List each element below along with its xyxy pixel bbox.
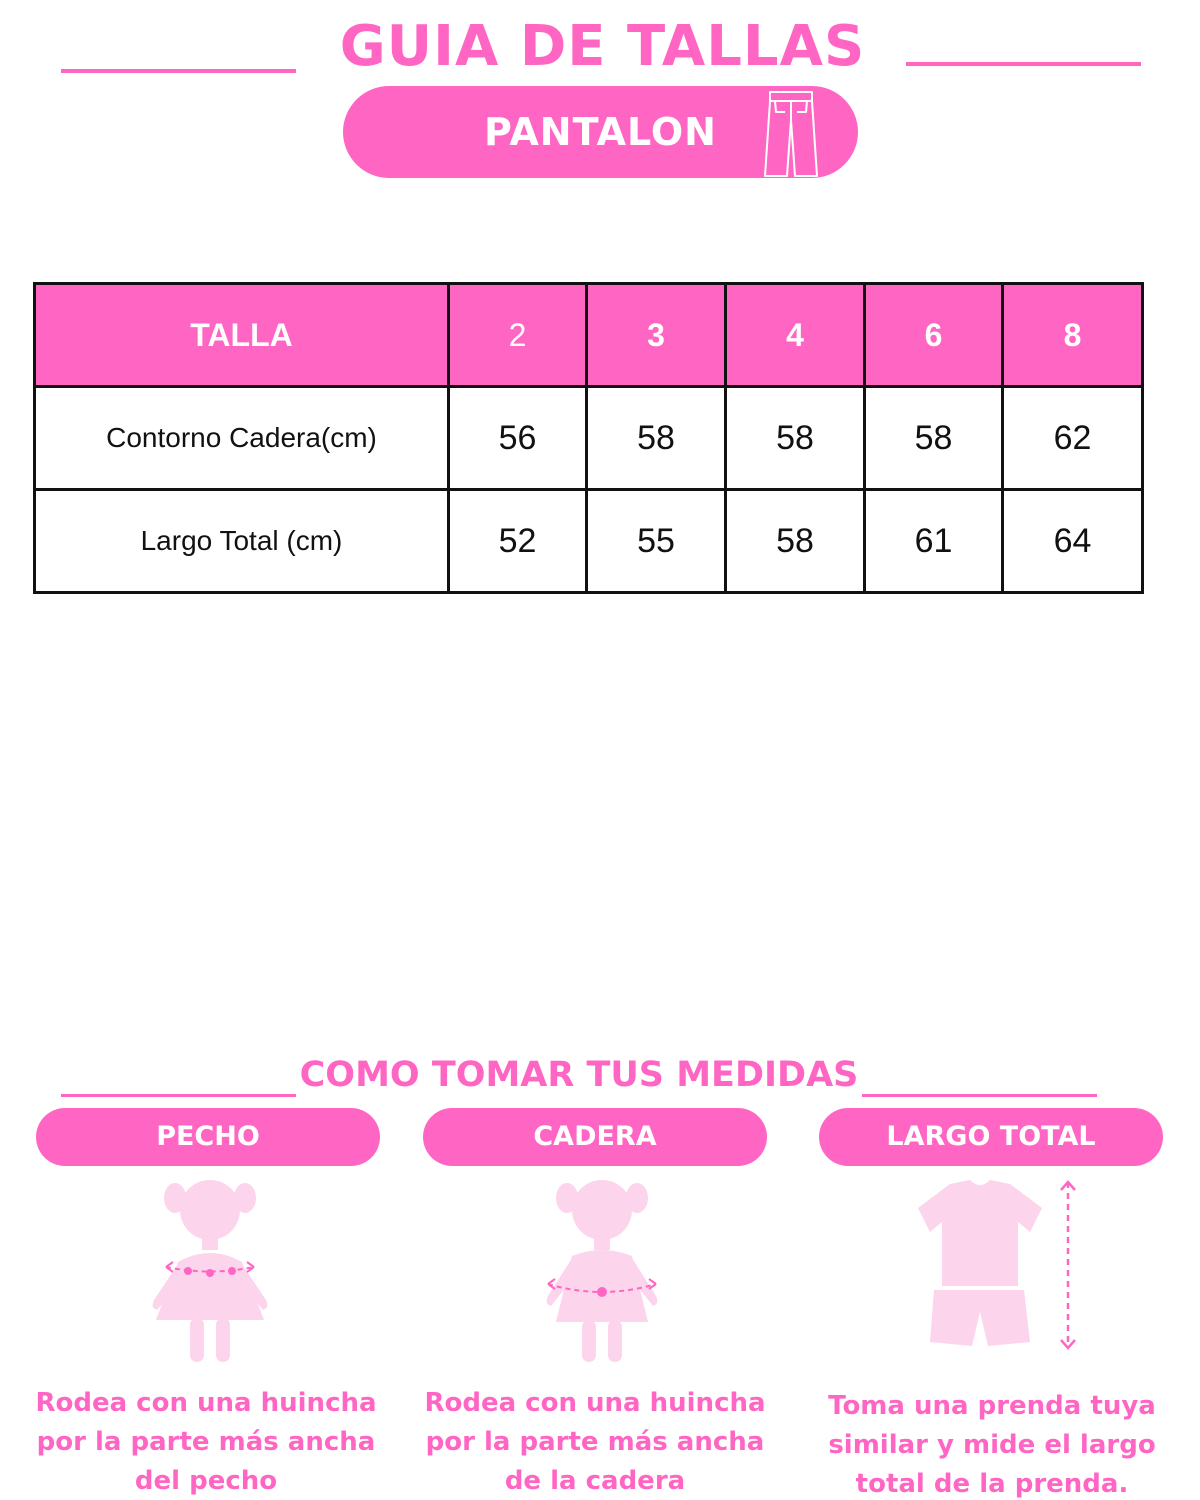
girl-chest-measure-icon [140,1172,280,1367]
header-left-line [61,69,296,73]
header-right-line [906,62,1141,66]
table-cell: 58 [726,387,865,490]
how-left-line [61,1094,296,1097]
table-header-cell: 3 [587,284,726,387]
caption-line: Rodea con una huincha [35,1388,377,1418]
caption-largo-total [812,1387,1172,1500]
table-row-label: Largo Total (cm) [35,490,449,593]
table-cell: 58 [587,387,726,490]
pants-icon [763,90,819,178]
caption-line: Toma una prenda tuya [828,1391,1156,1421]
caption-line: similar y mide el largo [828,1430,1156,1460]
table-row [35,387,1143,490]
caption-line: de la cadera [504,1466,686,1496]
caption-line: del pecho [134,1466,278,1496]
table-row-label: Contorno Cadera(cm) [35,387,449,490]
table-row [35,490,1143,593]
table-cell: 62 [1003,387,1143,490]
how-right-line [862,1094,1097,1097]
table-header-cell: 2 [449,284,587,387]
table-header-cell: 8 [1003,284,1143,387]
table-cell: 58 [726,490,865,593]
table-cell: 58 [865,387,1003,490]
table-header-cell: 6 [865,284,1003,387]
table-cell: 61 [865,490,1003,593]
caption-line: total de la prenda. [855,1469,1129,1499]
caption-line: por la parte más ancha [425,1427,765,1457]
table-header-cell: TALLA [35,284,449,387]
table-cell: 55 [587,490,726,593]
outfit-length-measure-icon [908,1172,1088,1362]
caption-cadera [415,1384,775,1500]
size-table [33,282,1144,594]
table-header-cell: 4 [726,284,865,387]
how-to-title: COMO TOMAR TUS MEDIDAS [299,1055,859,1095]
page-title: GUIA DE TALLAS [339,14,866,79]
girl-hip-measure-icon [532,1172,672,1367]
pill-pecho: PECHO [36,1108,380,1166]
garment-label: PANTALON [484,110,717,154]
table-cell: 64 [1003,490,1143,593]
caption-pecho [26,1384,386,1500]
pill-cadera: CADERA [423,1108,767,1166]
table-header-row [35,284,1143,387]
table-cell: 56 [449,387,587,490]
garment-pill [343,86,858,178]
table-cell: 52 [449,490,587,593]
caption-line: Rodea con una huincha [424,1388,766,1418]
pill-largo-total: LARGO TOTAL [819,1108,1163,1166]
caption-line: por la parte más ancha [36,1427,376,1457]
